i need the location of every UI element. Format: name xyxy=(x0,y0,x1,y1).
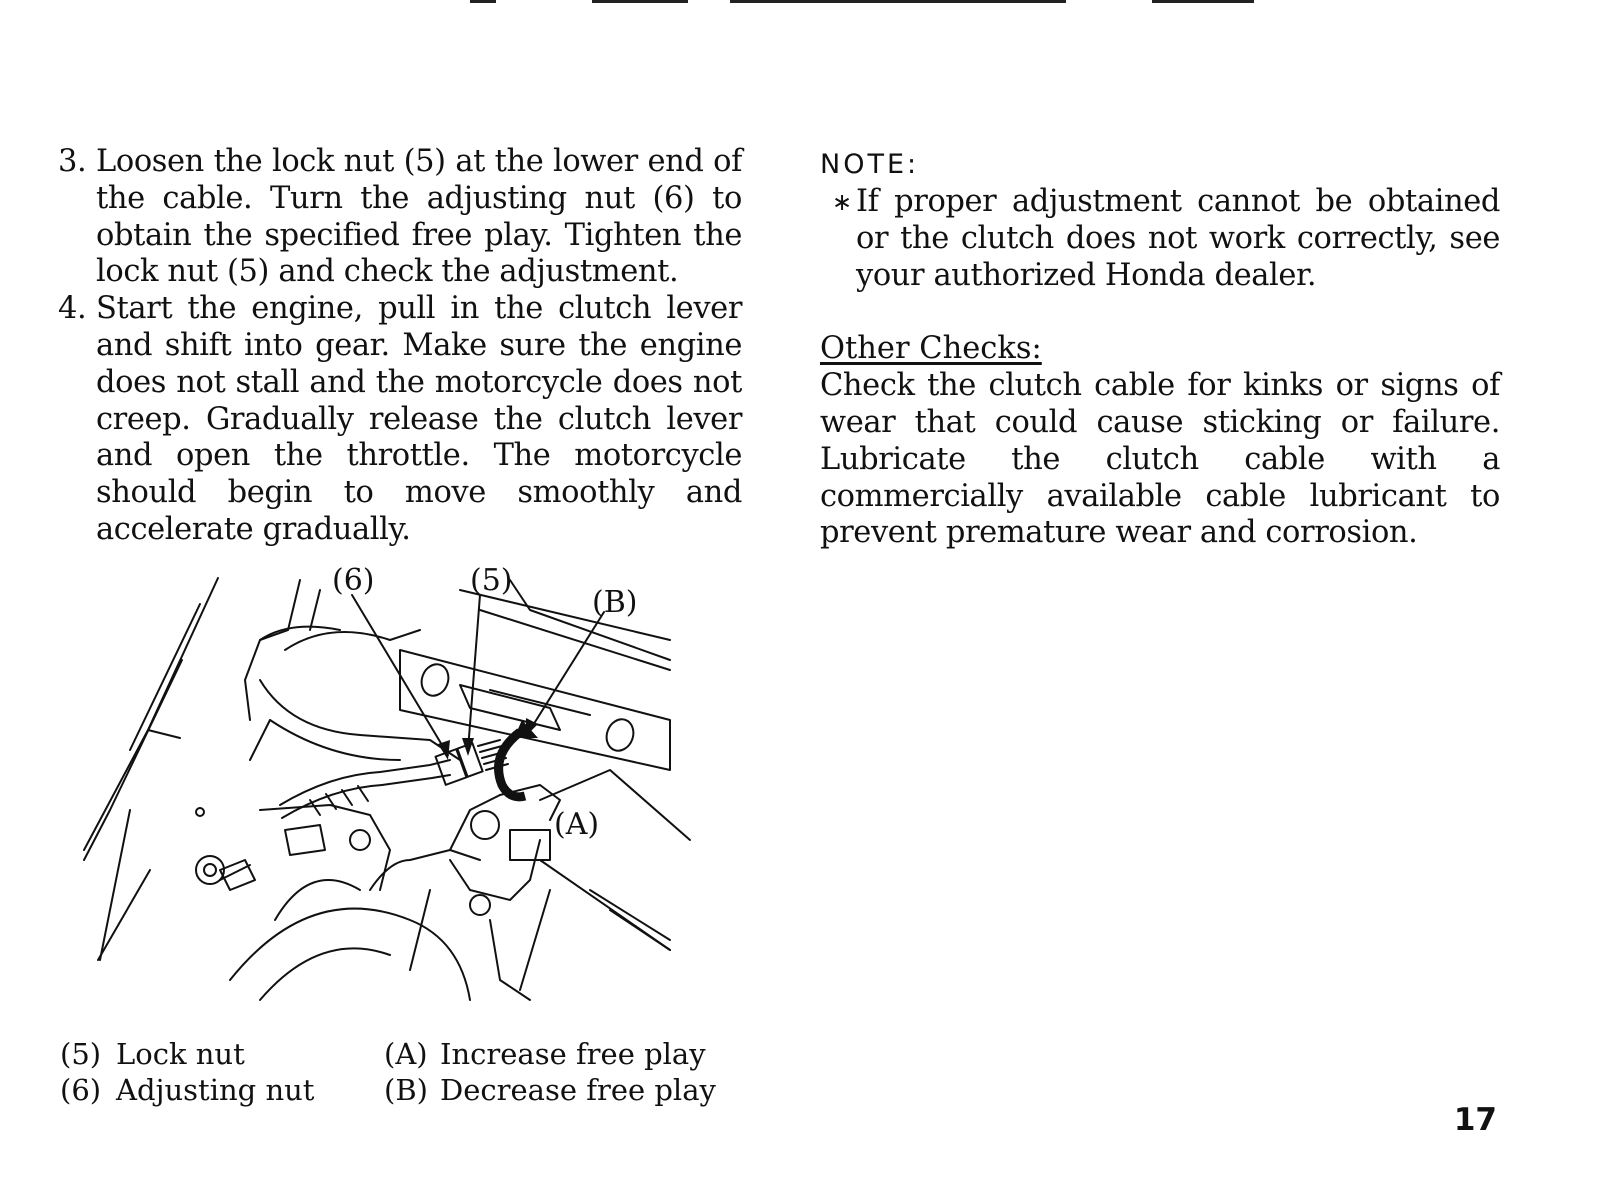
clutch-adjustment-illustration xyxy=(70,560,720,1030)
asterisk-bullet-icon: ∗ xyxy=(832,188,852,216)
right-column xyxy=(820,148,1500,552)
step-4 xyxy=(58,291,742,549)
step-number: 4. xyxy=(58,291,87,327)
step-text: Start the engine, pull in the clutch lever and shift into gear. Make sure the engine does not stall and the motorcycle does not creep. Gradually release the clutch lever and open the throttle. The motorcycle should begin to move smoothly and accelerate gradually. xyxy=(96,291,742,547)
note-title: NOTE: xyxy=(820,149,920,180)
legend-item: (5) Lock nut xyxy=(60,1037,245,1071)
page-number: 17 xyxy=(1453,1102,1497,1138)
other-checks-heading: Other Checks: xyxy=(820,331,1042,367)
legend-item: (B) Decrease free play xyxy=(384,1073,716,1107)
note-bullet xyxy=(820,184,1500,294)
legend-right xyxy=(384,1036,716,1108)
step-text: Loosen the lock nut (5) at the lower end of the cable. Turn the adjusting nut (6) to obtain the specified free play. Tighten the lock nut (5) and check the adjustment. xyxy=(96,144,742,290)
note-text: If proper adjustment cannot be obtained or the clutch does not work correctly, see your authorized Honda dealer. xyxy=(856,184,1500,293)
left-column xyxy=(58,144,742,549)
line-art xyxy=(84,578,690,1000)
legend-item: (A) Increase free play xyxy=(384,1037,706,1071)
top-edge-marks xyxy=(0,0,1600,6)
clutch-lever-diagram xyxy=(70,560,720,1030)
legend-item: (6) Adjusting nut xyxy=(60,1073,315,1107)
legend-left xyxy=(60,1036,314,1108)
step-number: 3. xyxy=(58,144,87,179)
rotation-arrow-icon xyxy=(499,732,525,797)
callout-lock-nut: (5) xyxy=(470,563,513,598)
other-checks-body: Check the clutch cable for kinks or signs of wear that could cause sticking or failure. Lubricate the clutch cable with a commercially available cable lubricant to prevent premature wear and corrosion. xyxy=(820,368,1500,551)
step-3 xyxy=(58,144,742,291)
callout-increase: (A) xyxy=(554,807,600,842)
callout-adjusting-nut: (6) xyxy=(332,563,375,598)
callout-decrease: (B) xyxy=(592,585,638,620)
